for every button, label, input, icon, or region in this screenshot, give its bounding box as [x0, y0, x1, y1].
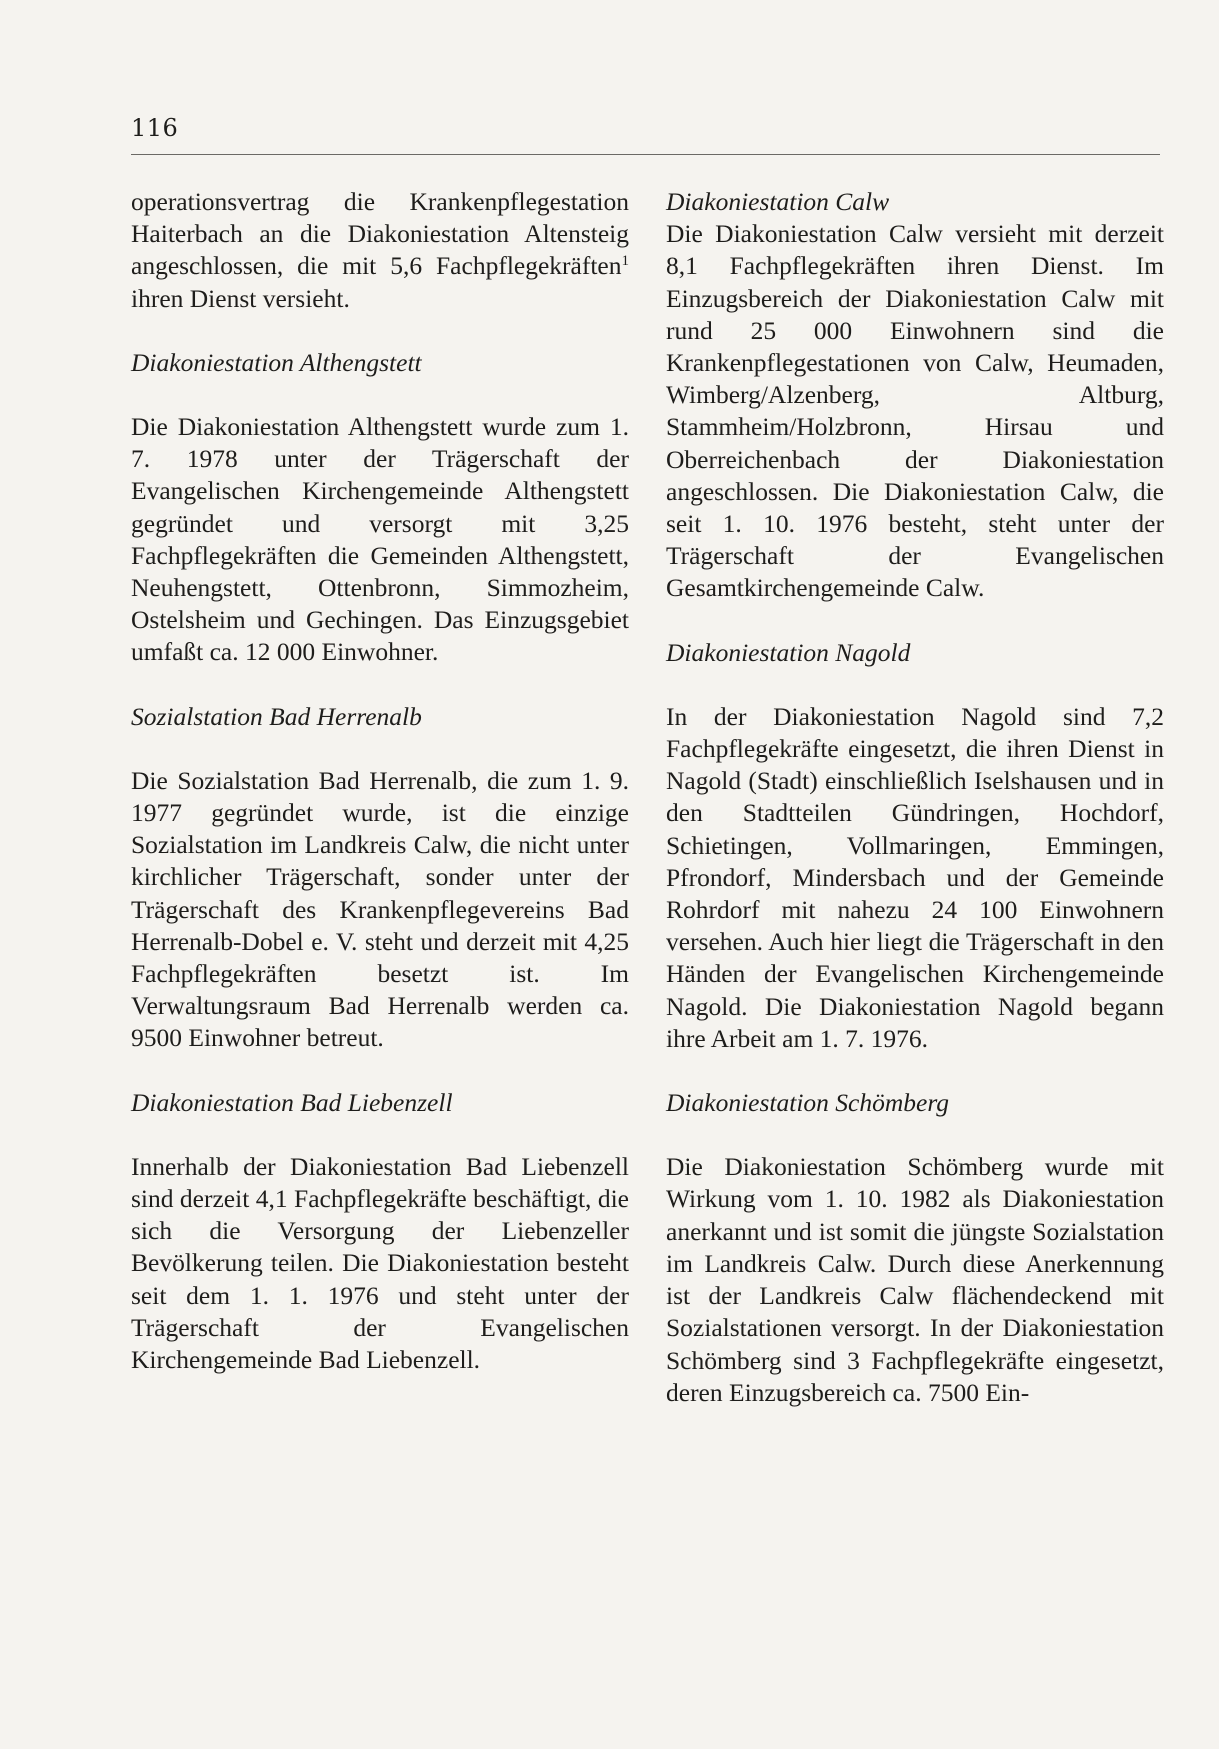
heading-calw: Diakoniestation Calw — [666, 187, 890, 216]
heading-liebenzell: Diakoniestation Bad Liebenzell — [131, 1087, 453, 1117]
paragraph-calw: Die Diakoniestation Calw versieht mit derzeit 8,1 Fachpflegekräften ihren Dienst. Im Einzugsbereich der Diakoniestation Calw mit rund 25 000 Einwohnern sind die Krankenpflegestationen von Calw, Heumaden, Wimberg/Alzenberg, Altburg, Stammheim/Holzbronn, Hirsau und Oberreichenbach der Diakoniestation angeschlossen. Die Diakoniestation Calw, die seit 1. 10. 1976 besteht, steht unter der Trägerschaft der Evangelischen Gesamtkirchengemeinde Calw. — [666, 219, 1164, 603]
paragraph-herrenalb: Die Sozialstation Bad Herrenalb, die zum 1. 9. 1977 gegründet wurde, ist die einzige Sozialstation im Landkreis Calw, die nicht unter kirchlicher Trägerschaft, sonder unter der Trägerschaft des Krankenpflegevereins Bad Herrenalb-Dobel e. V. steht und derzeit mit 4,25 Fachpflegekräften besetzt ist. Im Verwaltungsraum Bad Herrenalb werden ca. 9500 Einwohner betreut. — [131, 765, 629, 1053]
paragraph-nagold: In der Diakoniestation Nagold sind 7,2 Fachpflegekräfte eingesetzt, die ihren Dienst in Nagold (Stadt) einschließlich Iselshausen und in den Stadtteilen Gündringen, Hochdorf, Schietingen, Vollmaringen, Emmingen, Pfrondorf, Mindersbach und der Gemeinde Rohrdorf mit nahezu 24 100 Einwohnern versehen. Auch hier liegt die Trägerschaft in den Händen der Evangelischen Kirchengemeinde Nagold. Die Diakoniestation Nagold begann ihre Arbeit am 1. 7. 1976. — [666, 701, 1164, 1053]
footnote-marker: 1 — [621, 253, 629, 270]
paragraph-schoemberg: Die Diakoniestation Schömberg wurde mit Wirkung vom 1. 10. 1982 als Diakoniestation anerkannt und ist somit die jüngste Sozialstation im Landkreis Calw. Durch diese Anerkennung ist der Landkreis Calw flächendeckend mit Sozialstationen versorgt. In der Diakoniestation Schömberg sind 3 Fachpflegekräfte eingesetzt, deren Einzugsbereich ca. 7500 Ein- — [666, 1152, 1164, 1407]
intro-text-end: ihren Dienst versieht. — [131, 283, 350, 313]
heading-schoemberg: Diakoniestation Schömberg — [666, 1088, 950, 1118]
heading-althengstett: Diakoniestation Althengstett — [131, 347, 422, 377]
page-number: 116 — [131, 114, 179, 142]
right-column — [666, 186, 1164, 1409]
paragraph-liebenzell: Innerhalb der Diakoniestation Bad Liebenzell sind derzeit 4,1 Fachpflegekräfte beschäftigt, die sich die Versorgung der Liebenzeller Bevölkerung teilen. Die Diakoniestation besteht seit dem 1. 1. 1976 und steht unter der Trägerschaft der Evangelischen Kirchengemeinde Bad Liebenzell. — [131, 1151, 629, 1375]
heading-herrenalb: Sozialstation Bad Herrenalb — [131, 701, 422, 731]
intro-paragraph — [131, 186, 629, 315]
heading-nagold: Diakoniestation Nagold — [666, 637, 911, 667]
intro-text: operationsvertrag die Krankenpflegestation Haiterbach an die Diakoniestation Altensteig angeschlossen, die mit 5,6 Fachpflegekräften — [131, 187, 629, 281]
header-rule — [131, 154, 1160, 155]
paragraph-althengstett: Die Diakoniestation Althengstett wurde zum 1. 7. 1978 unter der Trägerschaft der Evangelischen Kirchengemeinde Althengstett gegründet und versorgt mit 3,25 Fachpflegekräften die Gemeinden Althengstett, Neuhengstett, Ottenbronn, Simmozheim, Ostelsheim und Gechingen. Das Einzugsgebiet umfaßt ca. 12 000 Einwohner. — [131, 412, 629, 667]
left-column — [131, 186, 629, 1376]
